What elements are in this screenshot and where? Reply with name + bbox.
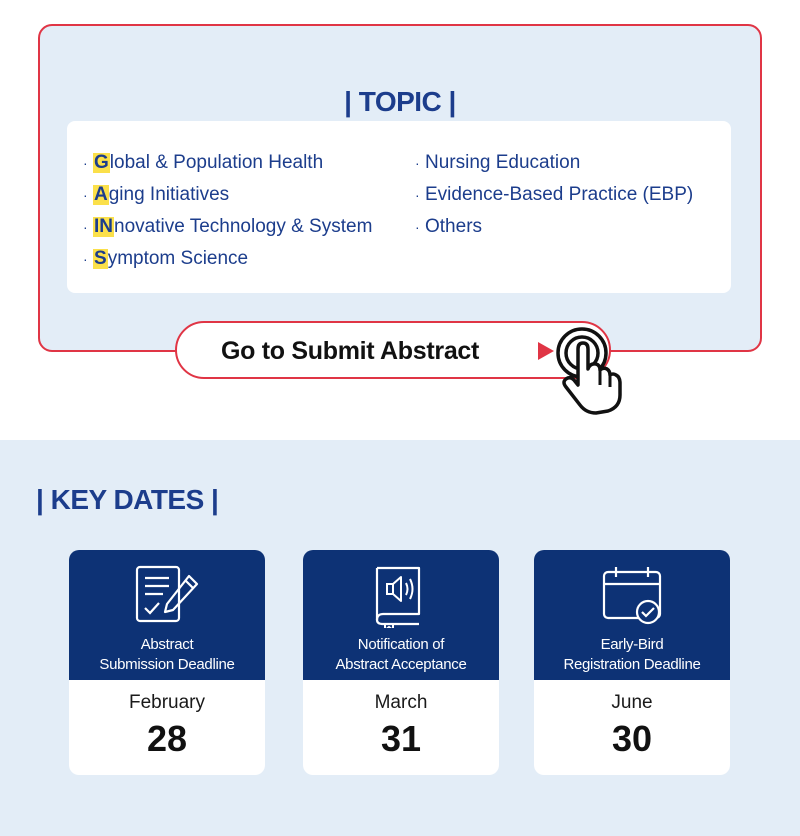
topic-text: Nursing Education: [425, 152, 581, 173]
bullet: ·: [415, 219, 420, 235]
key-dates-title: | KEY DATES |: [36, 484, 219, 515]
date-caption-line-2: Registration Deadline: [563, 656, 701, 673]
calendar-check-icon: [596, 564, 668, 626]
topic-initial: G: [94, 152, 109, 173]
date-card-notification: [303, 550, 499, 775]
date-card-header: [69, 550, 265, 680]
topic-item-nursing-education: [415, 147, 693, 179]
date-card-early-bird: [534, 550, 730, 775]
book-speaker-icon: [365, 564, 437, 628]
submit-abstract-button[interactable]: [175, 321, 611, 379]
bullet: ·: [83, 219, 88, 235]
topic-item-innovative: [83, 211, 372, 243]
topic-item-others: [415, 211, 693, 243]
key-dates-section: [0, 440, 800, 836]
date-month: February: [128, 692, 206, 713]
topic-text: ymptom Science: [107, 248, 249, 269]
date-day: 30: [611, 718, 653, 759]
date-month: March: [374, 692, 428, 713]
topic-item-ebp: [415, 179, 693, 211]
document-pen-icon: [131, 564, 203, 626]
date-caption-line-2: Abstract Acceptance: [335, 656, 467, 673]
date-caption-line-1: Abstract: [140, 636, 194, 653]
date-card-abstract-submission: [69, 550, 265, 775]
topic-text: Others: [425, 216, 483, 237]
topic-item-global: [83, 147, 372, 179]
topic-initial: A: [94, 184, 108, 205]
date-caption-line-2: Submission Deadline: [99, 656, 235, 673]
topic-initial: IN: [94, 216, 113, 237]
date-caption-line-1: Early-Bird: [600, 636, 664, 653]
topic-item-aging: [83, 179, 372, 211]
topic-list-left: [83, 147, 372, 275]
date-card-header: [534, 550, 730, 680]
bullet: ·: [415, 155, 420, 171]
bullet: ·: [415, 187, 420, 203]
topic-text: lobal & Population Health: [109, 152, 324, 173]
topic-title: | TOPIC |: [344, 86, 456, 117]
bullet: ·: [83, 155, 88, 171]
topic-initial: S: [94, 248, 107, 269]
tap-hand-icon: [552, 325, 632, 417]
date-card-header: [303, 550, 499, 680]
date-month: June: [611, 692, 653, 713]
topic-list-card: [67, 121, 731, 293]
bullet: ·: [83, 187, 88, 203]
topic-list-right: [415, 147, 693, 243]
date-day: 31: [380, 718, 422, 759]
topic-item-symptom: [83, 243, 372, 275]
date-day: 28: [146, 718, 188, 759]
date-caption-line-1: Notification of: [357, 636, 445, 653]
bullet: ·: [83, 251, 88, 267]
topic-text: ging Initiatives: [108, 184, 230, 205]
topic-text: novative Technology & System: [114, 216, 373, 237]
submit-abstract-label: Go to Submit Abstract: [221, 337, 480, 365]
topic-text: Evidence-Based Practice (EBP): [425, 184, 694, 205]
